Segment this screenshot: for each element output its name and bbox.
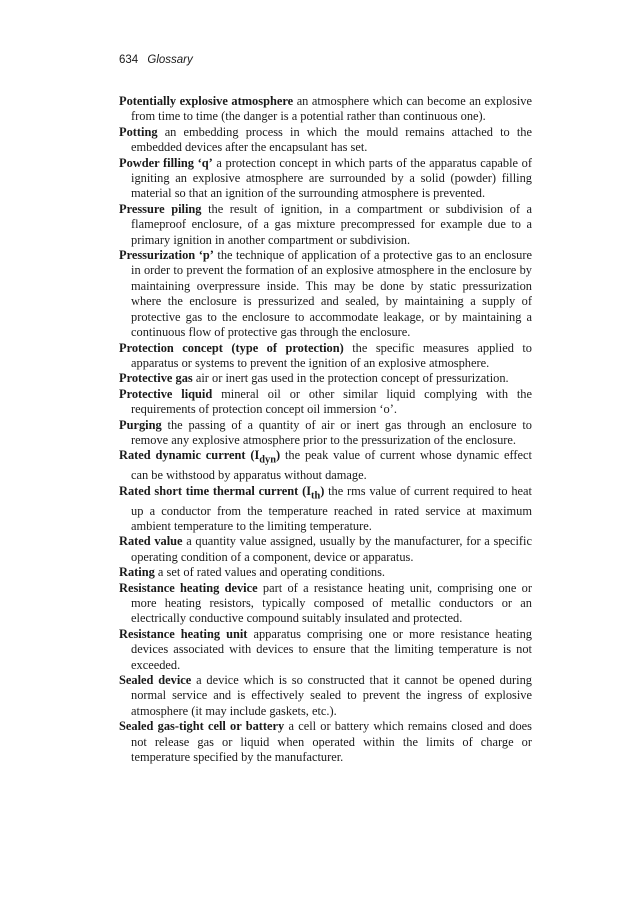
glossary-term: Resistance heating device [119,580,258,595]
page-header [119,54,193,66]
glossary-term: Sealed device [119,672,192,687]
glossary-term: Protection concept (type of protection) [119,340,344,355]
glossary-term: Rating [119,565,155,580]
glossary-definition: a device which is so constructed that it cannot be opened during normal service and is effectively sealed to prevent the ingress of explosive atmosphere (it may include gaskets, etc.). [131,672,532,718]
glossary-term [119,448,281,466]
glossary-term: Protective liquid [119,386,213,401]
glossary-definition: the passing of a quantity of air or inert gas through an enclosure to remove any explosive atmosphere prior to the pressurization of the enclosure. [131,417,532,447]
running-title: Glossary [147,54,193,66]
glossary-definition: the technique of application of a protective gas to an enclosure in order to prevent the formation of an explosive atmosphere in the enclosure by maintaining overpressure inside. This may be done by static pressurization where the enclosure is pressurized and sealed, by maintaining a supply of protective gas to the enclosure to accommodate leakage, or by maintaining a continuous flow of protective gas through the enclosure. [131,248,532,340]
glossary-definition: air or inert gas used in the protection concept of pressurization. [195,371,509,386]
glossary-entry [119,719,532,765]
glossary-entry [119,248,532,340]
glossary-entry [119,581,532,627]
glossary-term: Potting [119,124,158,139]
glossary-entry [119,125,532,156]
term-main: Rated short time thermal current (I [119,483,312,498]
glossary-definition: a quantity value assigned, usually by the manufacturer, for a specific operating condition of a component, device or apparatus. [131,534,532,564]
term-main: Rated dynamic current (I [119,448,260,463]
term-subscript: dyn [259,454,276,466]
glossary-definition: part of a resistance heating unit, comprising one or more heating resistors, typically composed of metallic conductors or an electrically conductive compound suitably insulated and protected. [131,580,532,626]
glossary-definition: a protection concept in which parts of the apparatus capable of igniting an explosive atmosphere are surrounded by a solid (powder) filling material so that an ignition of the surrounding atmosphere is prevented. [131,155,532,201]
glossary-term: Resistance heating unit [119,626,248,641]
glossary-definition: the specific measures applied to apparatus or systems to prevent the ignition of an explosive atmosphere. [131,340,532,370]
glossary-definition: a set of rated values and operating conditions. [157,565,386,580]
glossary-term: Sealed gas-tight cell or battery [119,719,285,734]
glossary-entry [119,387,532,418]
glossary-entry [119,484,532,535]
glossary-term: Protective gas [119,371,193,386]
glossary-definition: the peak value of current whose dynamic effect can be withstood by apparatus without damage. [131,448,532,483]
glossary-definition: the rms value of current required to heat up a conductor from the temperature reached in rated service at maximum ambient temperature to the limiting temperature. [131,483,532,533]
glossary-entry [119,448,532,483]
glossary-definition: apparatus comprising one or more resistance heating devices associated with devices to ensure that the limiting temperature is not exceeded. [131,626,532,672]
glossary-list [119,94,532,765]
glossary-entry [119,341,532,372]
glossary-definition: an atmosphere which can become an explosive from time to time (the danger is a potential rather than continuous one). [131,94,532,124]
glossary-entry [119,156,532,202]
glossary-term: Powder filling ‘q’ [119,155,213,170]
glossary-entry [119,371,532,386]
glossary-term: Potentially explosive atmosphere [119,94,294,108]
page-number: 634 [119,54,139,66]
term-close: ) [275,448,281,463]
glossary-entry [119,534,532,565]
glossary-term: Rated value [119,534,183,549]
glossary-term [119,483,325,502]
term-close: ) [320,483,325,498]
glossary-entry [119,627,532,673]
glossary-entry [119,94,532,125]
glossary-entry [119,565,532,580]
glossary-definition: the result of ignition, in a compartment or subdivision of a flameproof enclosure, of a gas mixture precompressed for example due to a primary ignition in another compartment or subdivision. [131,201,532,247]
term-subscript: th [311,490,321,502]
glossary-entry [119,418,532,449]
glossary-definition: mineral oil or other similar liquid complying with the requirements of protection concept oil immersion ‘o’. [131,386,532,417]
glossary-entry [119,673,532,719]
glossary-definition: a cell or battery which remains closed and does not release gas or liquid when operated within the limits of charge or temperature specified by the manufacturer. [131,719,532,764]
glossary-term: Pressure piling [119,201,202,216]
glossary-term: Purging [119,417,162,432]
glossary-term: Pressurization ‘p’ [119,248,214,263]
glossary-entry [119,202,532,248]
glossary-definition: an embedding process in which the mould remains attached to the embedded devices after the encapsulant has set. [131,124,532,155]
